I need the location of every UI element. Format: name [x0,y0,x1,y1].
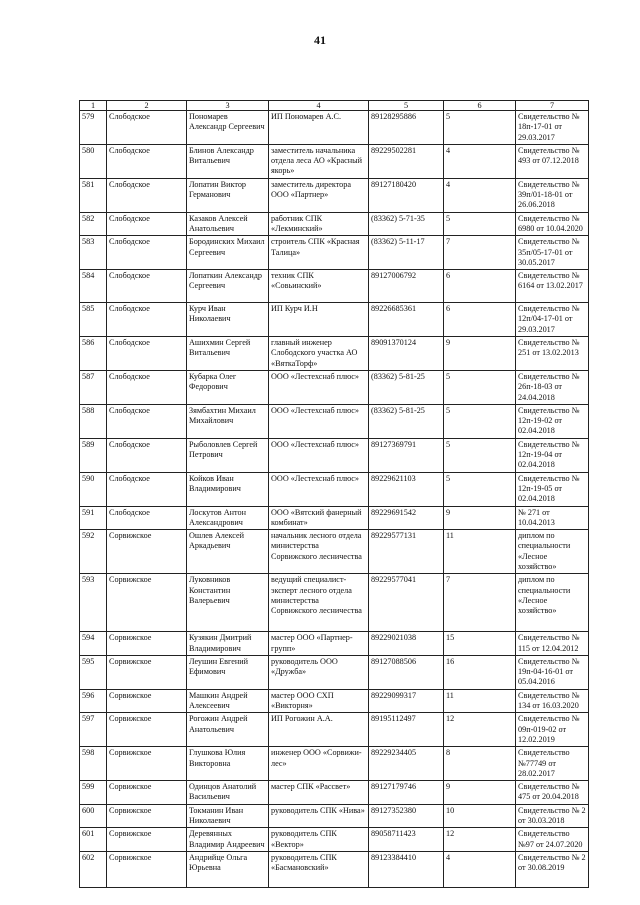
row-number-cell: 593 [80,574,107,632]
category-cell: 16 [444,655,516,689]
category-cell: 6 [444,270,516,303]
certificate-cell: диплом по специальности «Лесное хозяйство» [516,574,589,632]
category-cell: 6 [444,303,516,337]
position-cell: мастер ООО «Партнер-групп» [269,632,369,656]
position-cell: заместитель директора ООО «Партнер» [269,178,369,212]
certificate-cell: Свидетельство № 26п-18-03 от 24.04.2018 [516,370,589,404]
position-cell: ведущий специалист-эксперт лесного отдела министерства Сорвижского лесничества [269,574,369,632]
name-cell: Лопатин Виктор Германович [187,178,269,212]
certificate-cell: Свидетельство № 09п-019-02 от 12.02.2019 [516,713,589,747]
category-cell: 9 [444,781,516,805]
district-cell: Слободское [107,144,187,178]
category-cell: 5 [444,438,516,472]
table-row [80,303,589,337]
row-number-cell: 582 [80,212,107,236]
certificate-cell: Свидетельство № 35п/05-17-01 от 30.05.2017 [516,236,589,270]
phone-cell: (83362) 5-11-17 [369,236,444,270]
name-cell: Лоскутов Антон Александрович [187,506,269,530]
name-cell: Машкин Андрей Алексеевич [187,689,269,713]
district-cell: Слободское [107,404,187,438]
row-number-cell: 594 [80,632,107,656]
name-cell: Токманин Иван Николаевич [187,804,269,828]
position-cell: мастер ООО СХП «Викторня» [269,689,369,713]
column-number: 5 [369,101,444,111]
certificate-cell: Свидетельство № 251 от 13.02.2013 [516,337,589,371]
table-row [80,655,589,689]
certificate-cell: Свидетельство № 2 от 30.03.2018 [516,804,589,828]
category-cell: 12 [444,713,516,747]
district-cell: Слободское [107,178,187,212]
category-cell: 4 [444,851,516,887]
name-cell: Курч Иван Николаевич [187,303,269,337]
district-cell: Сорвижское [107,804,187,828]
phone-cell: (83362) 5-71-35 [369,212,444,236]
row-number-cell: 587 [80,370,107,404]
table-row [80,747,589,781]
position-cell: руководитель СПК «Басмановский» [269,851,369,887]
position-cell: ООО «Вятский фанерный комбинат» [269,506,369,530]
row-number-cell: 588 [80,404,107,438]
category-cell: 10 [444,804,516,828]
category-cell: 11 [444,689,516,713]
district-cell: Сорвижское [107,530,187,574]
row-number-cell: 600 [80,804,107,828]
table-row [80,506,589,530]
table-row [80,236,589,270]
phone-cell: 89229021038 [369,632,444,656]
name-cell: Глушкова Юлия Викторовна [187,747,269,781]
district-cell: Сорвижское [107,828,187,852]
phone-cell: 89229577041 [369,574,444,632]
certificate-cell: Свидетельство № 475 от 20.04.2018 [516,781,589,805]
name-cell: Андрийце Ольга Юрьевна [187,851,269,887]
name-cell: Бородинских Михаил Сергеевич [187,236,269,270]
phone-cell: 89127352380 [369,804,444,828]
phone-cell: 89229691542 [369,506,444,530]
position-cell: главный инженер Слободского участка АО «ВяткаТорф» [269,337,369,371]
name-cell: Казаков Алексей Анатольевич [187,212,269,236]
district-cell: Слободское [107,370,187,404]
position-cell: руководитель ООО «Дружба» [269,655,369,689]
position-cell: ООО «Лестехснаб плюс» [269,472,369,506]
column-number: 4 [269,101,369,111]
certificate-cell: Свидетельство № 2 от 30.08.2019 [516,851,589,887]
category-cell: 4 [444,144,516,178]
row-number-cell: 585 [80,303,107,337]
phone-cell: 89127088506 [369,655,444,689]
name-cell: Пономарев Александр Сергеевич [187,111,269,145]
table-row [80,851,589,887]
table-row [80,689,589,713]
position-cell: ООО «Лестехснаб плюс» [269,404,369,438]
district-cell: Сорвижское [107,781,187,805]
phone-cell: 89229234405 [369,747,444,781]
certificate-cell: Свидетельство № 134 от 16.03.2020 [516,689,589,713]
phone-cell: 89229099317 [369,689,444,713]
district-cell: Сорвижское [107,655,187,689]
name-cell: Кузякин Дмитрий Владимирович [187,632,269,656]
table-row [80,404,589,438]
district-cell: Слободское [107,506,187,530]
certificate-cell: Свидетельство № 18п-17-01 от 29.03.2017 [516,111,589,145]
column-number-row [80,101,589,111]
row-number-cell: 583 [80,236,107,270]
name-cell: Ашихмин Сергей Витальевич [187,337,269,371]
registry-body [80,111,589,888]
name-cell: Деревянных Владимир Андреевич [187,828,269,852]
column-number: 2 [107,101,187,111]
row-number-cell: 602 [80,851,107,887]
row-number-cell: 591 [80,506,107,530]
table-row [80,781,589,805]
category-cell: 5 [444,111,516,145]
table-row [80,111,589,145]
category-cell: 9 [444,337,516,371]
page-number: 41 [314,33,326,47]
phone-cell: 89123384410 [369,851,444,887]
category-cell: 7 [444,574,516,632]
position-cell: ИП Пономарев А.С. [269,111,369,145]
table-row [80,270,589,303]
column-number: 3 [187,101,269,111]
row-number-cell: 596 [80,689,107,713]
category-cell: 11 [444,530,516,574]
district-cell: Слободское [107,337,187,371]
district-cell: Слободское [107,438,187,472]
district-cell: Сорвижское [107,713,187,747]
certificate-cell: № 271 от 10.04.2013 [516,506,589,530]
name-cell: Рыболовлев Сергей Петрович [187,438,269,472]
district-cell: Слободское [107,236,187,270]
category-cell: 9 [444,506,516,530]
position-cell: начальник лесного отдела министерства Сорвижского лесничества [269,530,369,574]
category-cell: 4 [444,178,516,212]
district-cell: Сорвижское [107,689,187,713]
position-cell: руководитель СПК «Нива» [269,804,369,828]
certificate-cell: Свидетельство № 12п-19-04 от 02.04.2018 [516,438,589,472]
category-cell: 15 [444,632,516,656]
table-row [80,530,589,574]
phone-cell: 89058711423 [369,828,444,852]
district-cell: Слободское [107,472,187,506]
certificate-cell: Свидетельство № 12п-19-05 от 02.04.2018 [516,472,589,506]
row-number-cell: 595 [80,655,107,689]
certificate-cell: Свидетельство № 39п/01-18-01 от 26.06.2018 [516,178,589,212]
phone-cell: 89195112497 [369,713,444,747]
row-number-cell: 589 [80,438,107,472]
phone-cell: 89091370124 [369,337,444,371]
name-cell: Леушин Евгений Ефимович [187,655,269,689]
certificate-cell: Свидетельство № 6980 от 10.04.2020 [516,212,589,236]
certificate-cell: Свидетельство № 115 от 12.04.2012 [516,632,589,656]
row-number-cell: 590 [80,472,107,506]
phone-cell: (83362) 5-81-25 [369,370,444,404]
table-row [80,370,589,404]
certificate-cell: диплом по специальности «Лесное хозяйство» [516,530,589,574]
name-cell: Лопаткин Александр Сергеевич [187,270,269,303]
phone-cell: 89226685361 [369,303,444,337]
row-number-cell: 580 [80,144,107,178]
district-cell: Слободское [107,303,187,337]
certificate-cell: Свидетельство № 493 от 07.12.2018 [516,144,589,178]
category-cell: 5 [444,370,516,404]
table-row [80,178,589,212]
position-cell: ИП Курч И.Н [269,303,369,337]
name-cell: Рогожин Андрей Анатольевич [187,713,269,747]
certificate-cell: Свидетельство № 12п-19-02 от 02.04.2018 [516,404,589,438]
table-row [80,828,589,852]
district-cell: Слободское [107,270,187,303]
category-cell: 5 [444,472,516,506]
column-number: 6 [444,101,516,111]
table-row [80,438,589,472]
row-number-cell: 586 [80,337,107,371]
district-cell: Слободское [107,111,187,145]
certificate-cell: Свидетельство №97 от 24.07.2020 [516,828,589,852]
district-cell: Слободское [107,212,187,236]
table-row [80,337,589,371]
position-cell: заместитель начальника отдела леса АО «Красный якорь» [269,144,369,178]
phone-cell: 89229577131 [369,530,444,574]
phone-cell: (83362) 5-81-25 [369,404,444,438]
position-cell: мастер СПК «Рассвет» [269,781,369,805]
certificate-cell: Свидетельство №77749 от 28.02.2017 [516,747,589,781]
category-cell: 7 [444,236,516,270]
table-row [80,574,589,632]
category-cell: 8 [444,747,516,781]
table-row [80,472,589,506]
phone-cell: 89229502281 [369,144,444,178]
position-cell: инженер ООО «Сорвижи-лес» [269,747,369,781]
name-cell: Кубарка Олег Федорович [187,370,269,404]
position-cell: техник СПК «Совьинский» [269,270,369,303]
table-row [80,632,589,656]
name-cell: Луковников Константин Валерьевич [187,574,269,632]
row-number-cell: 584 [80,270,107,303]
registry-table [79,100,589,888]
row-number-cell: 597 [80,713,107,747]
row-number-cell: 579 [80,111,107,145]
category-cell: 5 [444,404,516,438]
name-cell: Ошлев Алексей Аркадьевич [187,530,269,574]
row-number-cell: 581 [80,178,107,212]
district-cell: Сорвижское [107,747,187,781]
phone-cell: 89127006792 [369,270,444,303]
position-cell: ООО «Лестехснаб плюс» [269,370,369,404]
column-number: 1 [80,101,107,111]
row-number-cell: 599 [80,781,107,805]
table-row [80,713,589,747]
category-cell: 5 [444,212,516,236]
phone-cell: 89127179746 [369,781,444,805]
name-cell: Блинов Александр Витальевич [187,144,269,178]
certificate-cell: Свидетельство № 6164 от 13.02.2017 [516,270,589,303]
category-cell: 12 [444,828,516,852]
row-number-cell: 592 [80,530,107,574]
district-cell: Сорвижское [107,574,187,632]
table-row [80,212,589,236]
name-cell: Койков Иван Владимирович [187,472,269,506]
phone-cell: 89127369791 [369,438,444,472]
position-cell: строитель СПК «Красная Талица» [269,236,369,270]
phone-cell: 89127180420 [369,178,444,212]
position-cell: ИП Рогожин А.А. [269,713,369,747]
row-number-cell: 601 [80,828,107,852]
position-cell: руководитель СПК «Вектор» [269,828,369,852]
phone-cell: 89128295886 [369,111,444,145]
position-cell: ООО «Лестехснаб плюс» [269,438,369,472]
district-cell: Сорвижское [107,851,187,887]
table-row [80,144,589,178]
district-cell: Сорвижское [107,632,187,656]
name-cell: Одинцов Анатолий Васильевич [187,781,269,805]
table-row [80,804,589,828]
certificate-cell: Свидетельство № 12п/04-17-01 от 29.03.2017 [516,303,589,337]
position-cell: работник СПК «Лекминский» [269,212,369,236]
column-number: 7 [516,101,589,111]
certificate-cell: Свидетельство № 19п-04-16-01 от 05.04.2016 [516,655,589,689]
phone-cell: 89229621103 [369,472,444,506]
row-number-cell: 598 [80,747,107,781]
name-cell: Зямбахтин Михаил Михайлович [187,404,269,438]
